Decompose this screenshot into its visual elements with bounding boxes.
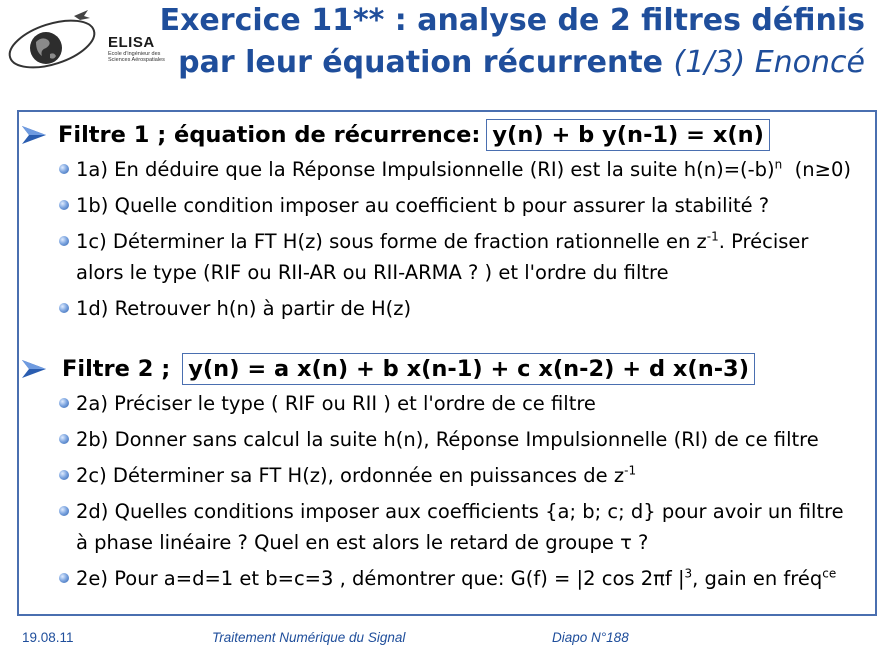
- slide-title: [160, 0, 865, 84]
- bullet-icon: [59, 434, 69, 444]
- exercise-content: [22, 118, 872, 599]
- question-text: 1b) Quelle condition imposer au coefficient b pour assurer la stabilité ?: [76, 194, 770, 217]
- question-1b: [22, 190, 872, 221]
- question-2d: [22, 496, 872, 558]
- question-text: 2a) Préciser le type ( RIF ou RII ) et l'ordre de ce filtre: [76, 392, 596, 415]
- question-2c: [22, 460, 872, 491]
- elisa-logo: [4, 6, 174, 80]
- question-text: 1d) Retrouver h(n) à partir de H(z): [76, 297, 412, 320]
- bullet-icon: [59, 470, 69, 480]
- question-1a: [22, 154, 872, 185]
- filter2-label: Filtre 2 ;: [62, 356, 171, 382]
- question-text: 2d) Quelles conditions imposer aux coefficients {a; b; c; d} pour avoir un filtre: [76, 500, 844, 523]
- title-line2-suffix: (1/3) Enoncé: [673, 45, 865, 80]
- question-text-line2: à phase linéaire ? Quel en est alors le retard de groupe τ ?: [76, 531, 649, 554]
- question-2e: [22, 563, 872, 594]
- footer-slide-number: Diapo N°188: [552, 630, 629, 645]
- filter1-label: Filtre 1 ; équation de récurrence:: [58, 122, 481, 148]
- bullet-icon: [59, 506, 69, 516]
- arrow-bullet-icon: [22, 126, 46, 144]
- filter1-heading: [22, 118, 872, 154]
- question-text-line2: alors le type (RIF ou RII-AR ou RII-ARMA ? ) et l'ordre du filtre: [76, 261, 669, 284]
- question-text: 2e) Pour a=d=1 et b=c=3 , démontrer que: G(f) = |2 cos 2πf |: [76, 567, 685, 590]
- bullet-icon: [59, 398, 69, 408]
- footer-course: Traitement Numérique du Signal: [212, 630, 406, 645]
- bullet-icon: [59, 164, 69, 174]
- question-2a: [22, 388, 872, 419]
- question-tail: . Préciser: [718, 230, 809, 253]
- filter2-equation: y(n) = a x(n) + b x(n-1) + c x(n-2) + d x(n-3): [182, 353, 755, 385]
- logo-name: ELISA: [108, 34, 155, 51]
- bullet-icon: [59, 573, 69, 583]
- footer-date: 19.08.11: [22, 630, 74, 645]
- question-tail: (n≥0): [782, 158, 851, 181]
- question-text: 1c) Déterminer la FT H(z) sous forme de fraction rationnelle en z: [76, 230, 707, 253]
- bullet-icon: [59, 200, 69, 210]
- bullet-icon: [59, 236, 69, 246]
- superscript: -1: [706, 229, 719, 244]
- superscript: 3: [684, 566, 693, 581]
- logo-subtitle: Ecole d'ingénieur des Sciences Aérospatiales: [108, 51, 165, 63]
- title-line2-main: par leur équation récurrente: [178, 45, 674, 80]
- filter1-equation: y(n) + b y(n-1) = x(n): [486, 119, 770, 151]
- question-text: 2c) Déterminer sa FT H(z), ordonnée en puissances de z: [76, 464, 625, 487]
- arrow-bullet-icon: [22, 360, 46, 378]
- question-text: 2b) Donner sans calcul la suite h(n), Réponse Impulsionnelle (RI) de ce filtre: [76, 428, 819, 451]
- bullet-icon: [59, 303, 69, 313]
- question-1c: [22, 226, 872, 288]
- question-2b: [22, 424, 872, 455]
- question-text: 1a) En déduire que la Réponse Impulsionnelle (RI) est la suite h(n)=(-b): [76, 158, 775, 181]
- question-1d: [22, 293, 872, 324]
- globe-icon: [4, 6, 108, 76]
- question-tail: , gain en fréq: [692, 567, 823, 590]
- filter2-heading: [22, 352, 872, 388]
- superscript: ce: [822, 566, 837, 581]
- superscript: n: [774, 157, 783, 172]
- superscript: -1: [624, 463, 637, 478]
- title-line2: [160, 42, 865, 84]
- title-line1: Exercice 11** : analyse de 2 filtres définis: [159, 3, 865, 38]
